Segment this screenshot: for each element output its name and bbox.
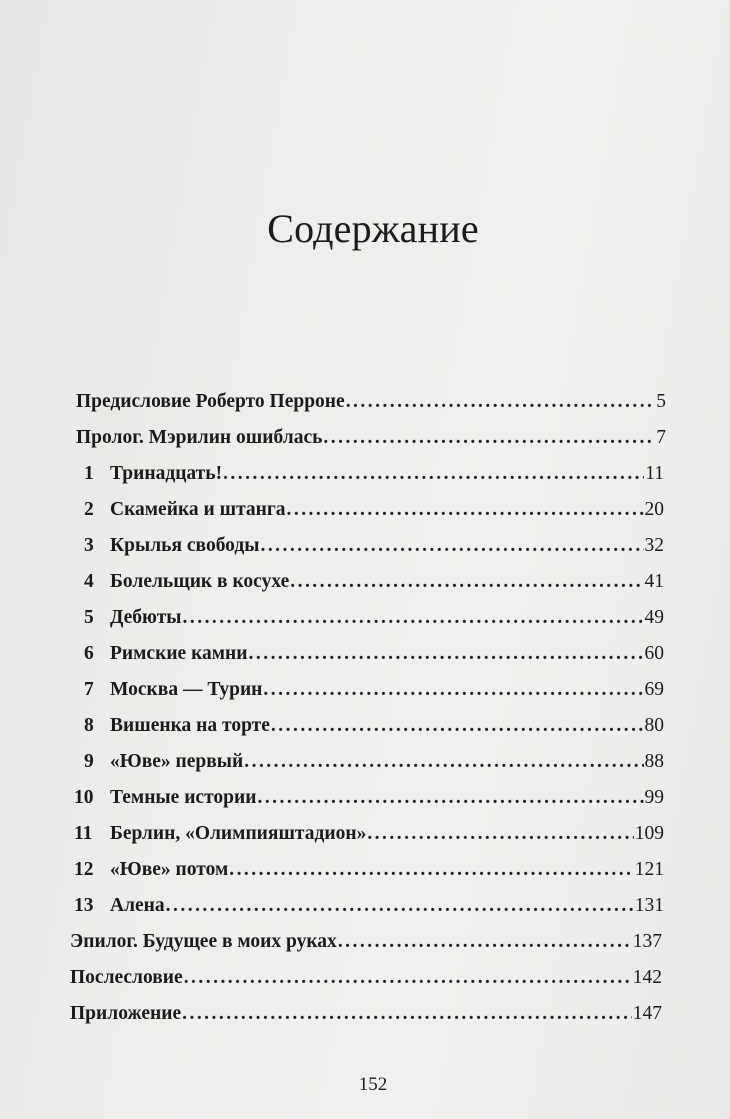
toc-entry-page: 131 bbox=[634, 895, 664, 916]
dot-leader bbox=[346, 391, 656, 413]
toc-entry-number: 1 bbox=[84, 463, 94, 484]
toc-entry-page: 49 bbox=[644, 607, 664, 628]
toc-entry-label: Крылья свободы bbox=[110, 535, 260, 556]
dot-leader bbox=[263, 679, 643, 701]
dot-leader bbox=[249, 643, 644, 665]
page-number: 152 bbox=[358, 1074, 388, 1095]
toc-entry-label: Дебюты bbox=[110, 607, 182, 628]
dot-leader bbox=[223, 463, 644, 485]
toc-entry-chapter-13 bbox=[74, 895, 664, 931]
dot-leader bbox=[338, 931, 632, 953]
dot-leader bbox=[271, 715, 644, 737]
toc-entry-chapter-5 bbox=[84, 607, 664, 643]
dot-leader bbox=[323, 427, 655, 449]
toc-entry-number: 12 bbox=[74, 859, 94, 880]
toc-entry-page: 137 bbox=[632, 931, 662, 952]
toc-entry-label: Алена bbox=[110, 895, 165, 916]
dot-leader bbox=[257, 787, 643, 809]
toc-entry-preface bbox=[76, 391, 666, 427]
toc-entry-page: 147 bbox=[632, 1003, 662, 1024]
toc-entry-page: 109 bbox=[634, 823, 664, 844]
toc-entry-number: 13 bbox=[74, 895, 94, 916]
toc-entry-label: Вишенка на торте bbox=[110, 715, 270, 736]
toc-entry-chapter-8 bbox=[84, 715, 664, 751]
toc-entry-label: Москва — Турин bbox=[110, 679, 263, 700]
toc-entry-chapter-9 bbox=[84, 751, 664, 787]
toc-entry-chapter-10 bbox=[74, 787, 664, 823]
toc-entry-appendix bbox=[70, 1003, 662, 1039]
toc-entry-afterword bbox=[70, 967, 662, 1003]
toc-entry-chapter-11 bbox=[74, 823, 664, 859]
toc-entry-page: 88 bbox=[644, 751, 664, 772]
toc-entry-number: 4 bbox=[84, 571, 94, 592]
toc-entry-label: Предисловие Роберто Перроне bbox=[76, 391, 345, 412]
dot-leader bbox=[367, 823, 633, 845]
toc-entry-number: 2 bbox=[84, 499, 94, 520]
toc-entry-number: 11 bbox=[74, 823, 93, 844]
toc-entry-number: 5 bbox=[84, 607, 94, 628]
toc-entry-number: 10 bbox=[74, 787, 94, 808]
toc-entry-label: «Юве» потом bbox=[110, 859, 229, 880]
toc-entry-page: 32 bbox=[644, 535, 664, 556]
toc-entry-chapter-6 bbox=[84, 643, 664, 679]
toc-entry-number: 6 bbox=[84, 643, 94, 664]
toc-entry-label: Римские камни bbox=[110, 643, 248, 664]
toc-entry-chapter-3 bbox=[84, 535, 664, 571]
dot-leader bbox=[260, 535, 643, 557]
toc-entry-chapter-12 bbox=[74, 859, 664, 895]
dot-leader bbox=[183, 607, 644, 629]
toc-entry-label: Приложение bbox=[70, 1003, 182, 1024]
toc-entry-number: 3 bbox=[84, 535, 94, 556]
dot-leader bbox=[229, 859, 634, 881]
dot-leader bbox=[166, 895, 634, 917]
dot-leader bbox=[290, 571, 643, 593]
toc-entry-chapter-7 bbox=[84, 679, 664, 715]
toc-entry-page: 80 bbox=[644, 715, 664, 736]
toc-entry-label: Темные истории bbox=[110, 787, 257, 808]
toc-entry-label: Тринадцать! bbox=[110, 463, 223, 484]
toc-entry-chapter-4 bbox=[84, 571, 664, 607]
dot-leader bbox=[244, 751, 643, 773]
toc-entry-page: 20 bbox=[644, 499, 664, 520]
toc-entry-page: 142 bbox=[632, 967, 662, 988]
toc-entry-label: Болельщик в косухе bbox=[110, 571, 290, 592]
toc-entry-page: 99 bbox=[644, 787, 664, 808]
toc-entry-number: 9 bbox=[84, 751, 94, 772]
toc-entry-page: 7 bbox=[656, 427, 666, 448]
toc-entry-page: 69 bbox=[644, 679, 664, 700]
toc-entry-number: 7 bbox=[84, 679, 94, 700]
dot-leader bbox=[287, 499, 644, 521]
dot-leader bbox=[184, 967, 632, 989]
toc-entry-label: Эпилог. Будущее в моих руках bbox=[70, 931, 337, 952]
toc-entry-page: 5 bbox=[656, 391, 666, 412]
toc-entry-number: 8 bbox=[84, 715, 94, 736]
toc-entry-page: 11 bbox=[645, 463, 664, 484]
toc-entry-label: Послесловие bbox=[70, 967, 183, 988]
toc-entry-chapter-2 bbox=[84, 499, 664, 535]
toc-entry-page: 41 bbox=[644, 571, 664, 592]
toc-entry-epilogue bbox=[70, 931, 662, 967]
dot-leader bbox=[182, 1003, 632, 1025]
toc-entry-page: 60 bbox=[644, 643, 664, 664]
toc-entry-label: Скамейка и штанга bbox=[110, 499, 286, 520]
toc-entry-label: Пролог. Мэрилин ошиблась bbox=[76, 427, 323, 448]
toc-entry-label: «Юве» первый bbox=[110, 751, 244, 772]
page-title: Содержание bbox=[267, 206, 479, 251]
toc-entry-prologue bbox=[76, 427, 666, 463]
toc-entry-label: Берлин, «Олимпияштадион» bbox=[110, 823, 367, 844]
toc-entry-chapter-1 bbox=[84, 463, 664, 499]
toc-entry-page: 121 bbox=[634, 859, 664, 880]
